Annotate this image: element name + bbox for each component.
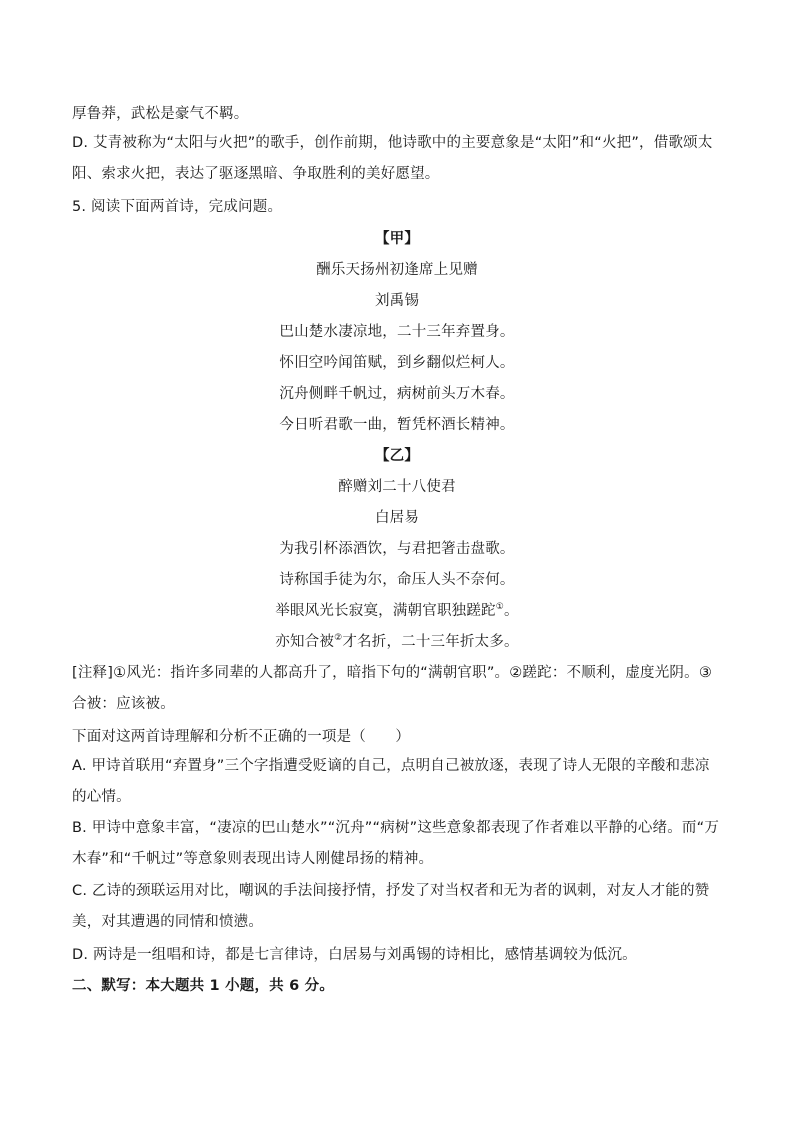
poem-a-author: 刘禹锡 xyxy=(374,293,420,309)
option-d-prev: D. 艾青被称为“太阳与火把”的歌手，创作前期，他诗歌中的主要意象是“太阳”和“火把”，借歌颂太阳、索求火把，表达了驱逐黑暗、争取胜利的美好愿望。 xyxy=(72,135,713,182)
poem-b-title: 醉赠刘二十八使君 xyxy=(338,479,456,495)
poem-b-tag: 【乙】 xyxy=(374,448,420,464)
question-stem: 下面对这两首诗理解和分析不正确的一项是（ ） xyxy=(72,729,411,745)
question-5-heading: 5. 阅读下面两首诗，完成问题。 xyxy=(72,199,283,215)
poem-a-line: 沉舟侧畔千帆过，病树前头万木春。 xyxy=(279,386,515,402)
poem-a-line: 今日听君歌一曲，暂凭杯酒长精神。 xyxy=(279,417,515,433)
poem-a-line: 巴山楚水凄凉地，二十三年弃置身。 xyxy=(279,324,515,340)
poem-a-title: 酬乐天扬州初逢席上见赠 xyxy=(316,262,478,278)
poem-b-line xyxy=(0,601,794,621)
poem-b-line xyxy=(0,632,794,652)
poem-b-line4-text: 亦知合被 xyxy=(275,634,335,650)
poem-b-author: 白居易 xyxy=(374,510,420,526)
footnote-ref-2: ② xyxy=(334,633,343,644)
poem-b-line: 为我引杯添酒饮，与君把箸击盘歌。 xyxy=(279,541,515,557)
poem-a-line: 怀旧空吟闻笛赋，到乡翻似烂柯人。 xyxy=(279,355,515,371)
option-c: C. 乙诗的颈联运用对比，嘲讽的手法间接抒情，抒发了对当权者和无为者的讽刺，对友人才能的赞美，对其遭遇的同情和愤懑。 xyxy=(72,883,710,930)
text-line: 厚鲁莽，武松是豪气不羁。 xyxy=(72,106,249,122)
option-b: B. 甲诗中意象丰富，“凄凉的巴山楚水”“沉舟”“病树”这些意象都表现了作者难以平静的心绪。而“万木春”和“千帆过”等意象则表现出诗人刚健昂扬的精神。 xyxy=(72,820,720,867)
poem-a-tag: 【甲】 xyxy=(374,231,420,247)
annotation-note: [注释]①风光：指许多同辈的人都高升了，暗指下句的“满朝官职”。②蹉跎：不顺利，虚度光阴。③合被：应该被。 xyxy=(72,665,713,712)
poem-b-line3-text: 举眼风光长寂寞，满朝官职独蹉跎 xyxy=(275,603,496,619)
poem-b-line3-end: 。 xyxy=(504,603,519,619)
section-heading: 二、默写：本大题共 1 小题，共 6 分。 xyxy=(72,978,335,994)
poem-b-line4-rest: 才名折，二十三年折太多。 xyxy=(342,634,519,650)
option-a: A. 甲诗首联用“弃置身”三个字指遭受贬谪的自己，点明自己被放逐，表现了诗人无限的辛酸和悲凉的心情。 xyxy=(72,758,710,805)
poem-b-line: 诗称国手徒为尔，命压人头不奈何。 xyxy=(279,572,515,588)
option-d: D. 两诗是一组唱和诗，都是七言律诗，白居易与刘禹锡的诗相比，感情基调较为低沉。 xyxy=(72,947,637,963)
footnote-ref-1: ① xyxy=(495,602,505,613)
